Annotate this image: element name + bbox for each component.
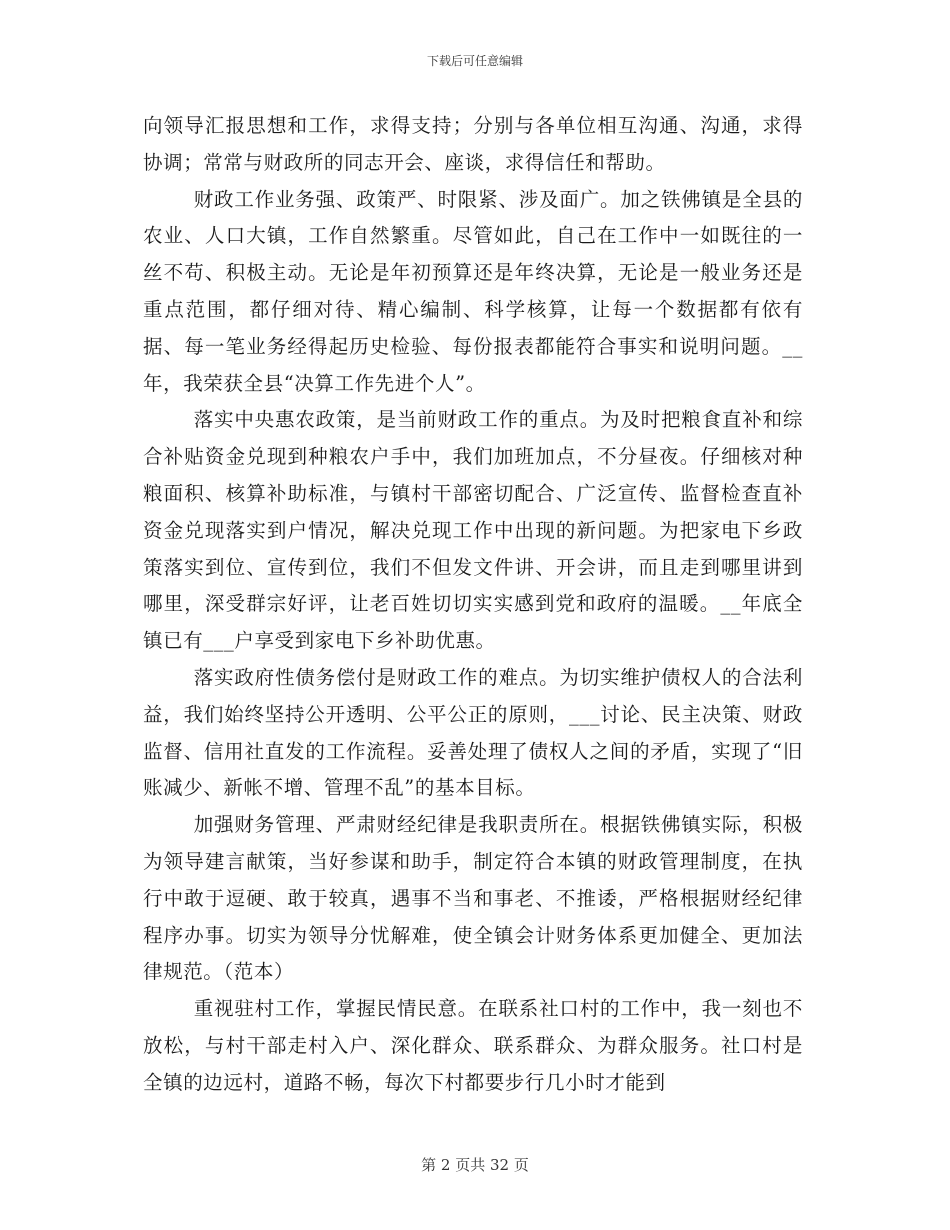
document-body [143,108,803,1102]
page-header: 下载后可任意编辑 [426,54,523,68]
paragraph-3: 落实中央惠农政策，是当前财政工作的重点。为及时把粮食直补和综合补贴资金兑现到种粮农户手中，我们加班加点，不分昼夜。仔细核对种粮面积、核算补助标准，与镇村干部密切配合、广泛宣传、监督检查直补资金兑现落实到户情况，解决兑现工作中出现的新问题。为把家电下乡政策落实到位、宣传到位，我们不但发文件讲、开会讲，而且走到哪里讲到哪里，深受群宗好评，让老百姓切切实实感到党和政府的温暖。__年底全镇已有___户享受到家电下乡补助优惠。 [143,408,803,653]
paragraph-2: 财政工作业务强、政策严、时限紧、涉及面广。加之铁佛镇是全县的农业、人口大镇，工作自然繁重。尽管如此，自己在工作中一如既往的一丝不苟、积极主动。无论是年初预算还是年终决算，无论是一般业务还是重点范围，都仔细对待、精心编制、科学核算，让每一个数据都有依有据、每一笔业务经得起历史检验、每份报表都能符合事实和说明问题。__年，我荣获全县“决算工作先进个人”。 [143,187,803,395]
page-footer: 第 2 页共 32 页 [421,1156,529,1174]
paragraph-5: 加强财务管理、严肃财经纪律是我职责所在。根据铁佛镇实际，积极为领导建言献策，当好参谋和助手，制定符合本镇的财政管理制度，在执行中敢于逗硬、敢于较真，遇事不当和事老、不推诿，严格根据财经纪律程序办事。切实为领导分忧解难，使全镇会计财务体系更加健全、更加法律规范。（范本） [143,813,803,984]
paragraph-1: 向领导汇报思想和工作，求得支持；分别与各单位相互沟通、沟通，求得协调；常常与财政所的同志开会、座谈，求得信任和帮助。 [143,114,803,174]
paragraph-4: 落实政府性债务偿付是财政工作的难点。为切实维护债权人的合法利益，我们始终坚持公开透明、公平公正的原则，___讨论、民主决策、财政监督、信用社直发的工作流程。妥善处理了债权人之间的矛盾，实现了“旧账减少、新帐不增、管理不乱”的基本目标。 [143,665,803,800]
paragraph-6: 重视驻村工作，掌握民情民意。在联系社口村的工作中，我一刻也不放松，与村干部走村入户、深化群众、联系群众、为群众服务。社口村是全镇的边远村，道路不畅，每次下村都要步行几小时才能到 [143,997,803,1094]
